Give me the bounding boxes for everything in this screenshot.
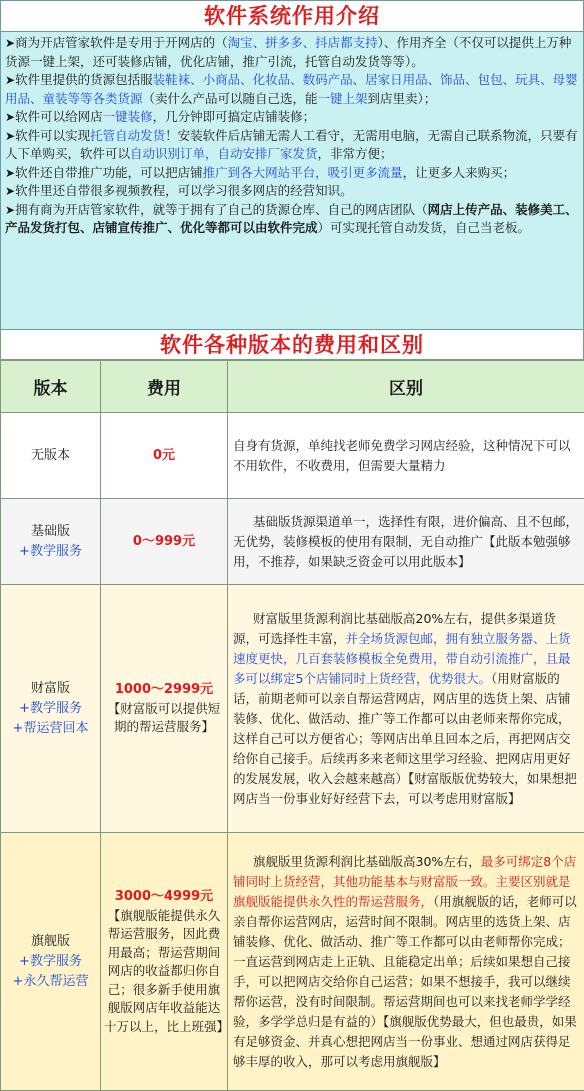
addon-teaching: +教学服务 [19, 954, 82, 969]
highlight-one-click-listing: 一键上架 [318, 91, 368, 106]
addon-teaching: +教学服务 [19, 701, 82, 716]
diff-text: 基础版货源渠道单一，选择性有限，进价偏高、且不包邮，无优势，装修模板的使用有限制，无自动推广【此版本勉强够用，不推荐，如果缺乏资金可以用此版本】 [233, 514, 578, 569]
highlight-categories: 装鞋袜、小商品、化妆品、数码产品、居家日用品、饰品、包包、玩具、母婴用品、童装等等各类货源 [5, 72, 578, 106]
fee-amount: 3000～4999元 [115, 889, 213, 904]
fee-note: 【旗舰版能提供永久帮运营服务，因此费用最高；帮运营期间网店的收益都归你自己；很多新手使用旗舰版网店年收益能达十万以上，比上班强】 [104, 908, 229, 1034]
diff-cell [228, 413, 584, 499]
pricing-table [0, 360, 584, 1091]
diff-highlight: 并全场货源包邮，拥有独立服务器、上货速度更快，几百套装修模板全免费用，带自动引流推广，且最多可以绑定5个店铺同时上货经营，优势很大。 [233, 631, 571, 686]
table-row-wealth [1, 585, 584, 833]
addon-operation: +帮运营回本 [13, 721, 89, 736]
bullet-arrow-icon: ➤ [5, 184, 15, 198]
addon-operation: +永久帮运营 [13, 974, 89, 989]
fee-note: 【财富版可以提供短期的帮运营服务】 [108, 701, 221, 735]
text: 软件里还自带很多视频教程，可以学习很多网店的经营知识。 [15, 183, 353, 198]
intro-paragraph-4 [5, 127, 579, 164]
header-fee: 费用 [101, 361, 228, 413]
fee-cell [101, 413, 228, 499]
pricing-title: 软件各种版本的费用和区别 [0, 330, 584, 360]
header-version: 版本 [1, 361, 101, 413]
table-row-flagship [1, 833, 584, 1091]
intro-body [1, 32, 583, 238]
diff-cell [228, 585, 584, 833]
bullet-arrow-icon: ➤ [5, 73, 15, 87]
diff-cell [228, 833, 584, 1091]
intro-paragraph-6 [5, 182, 579, 201]
diff-text: （用财富版的话，前期老师可以亲自帮运营网店，网店里的选货上架、店铺装修、优化、做活动、推广等工作都可以由老师来帮你完成，这样自己可以方便省心；等网店出单且回本之后，再把网店交给你自己接手。后续再多来老师这里学习经验、把网店用更好的发展发展，收入会越来越高）【财富版版优势较大，如果想把网店当一份事业好好经营下去，可以考虑用财富版】 [233, 671, 577, 806]
version-name: 无版本 [31, 448, 70, 463]
highlight-platforms: 淘宝、拼多多、抖店都支持 [228, 35, 378, 50]
text: 软件可以实现 [15, 128, 90, 143]
fee-cell [101, 499, 228, 585]
fee-cell [101, 833, 228, 1091]
intro-paragraph-5 [5, 164, 579, 183]
diff-cell [228, 499, 584, 585]
intro-title: 软件系统作用介绍 [1, 1, 583, 32]
text: ，几分钟即可搞定店铺装修； [153, 109, 316, 124]
bullet-arrow-icon: ➤ [5, 203, 15, 217]
text: ，非常方便； [318, 146, 393, 161]
table-row-no-version [1, 413, 584, 499]
text: ）可实现托管自动发货，自己当老板。 [318, 220, 531, 235]
bullet-arrow-icon: ➤ [5, 110, 15, 124]
bullet-arrow-icon: ➤ [5, 129, 15, 143]
table-row-basic [1, 499, 584, 585]
highlight-auto-shipping: 托管自动发货 [90, 128, 165, 143]
bullet-arrow-icon: ➤ [5, 36, 15, 50]
version-name: 财富版 [31, 681, 70, 696]
version-cell [1, 833, 101, 1091]
fee-amount: 1000～2999元 [115, 682, 213, 697]
fee-cell [101, 585, 228, 833]
fee-amount: 0～999元 [133, 534, 195, 549]
text: 软件还自带推广功能，可以把店铺 [15, 165, 203, 180]
highlight-auto-order: 自动识别订单，自动安排厂家发货 [130, 146, 318, 161]
highlight-promotion: 推广到各大网站平台，吸引更多流量 [203, 165, 403, 180]
text: ）、作用齐全（不仅可以提供上万种货源一键上架，还可装修店铺，优化店铺，推广引流，托管自动发货等等）。 [5, 35, 571, 69]
highlight-software-features: 网店上传产品、装修美工、产品发货打包、店铺宣传推广、优化等都可以由软件完成 [5, 202, 578, 236]
intro-paragraph-3 [5, 108, 579, 127]
table-header-row [1, 361, 584, 413]
version-cell [1, 585, 101, 833]
diff-text: （用旗舰版的话，老师可以亲自帮你运营网店，运营时间不限制。网店里的选货上架、店铺装修、优化、做活动、推广等工作都可以由老师帮你完成；一直运营到网店走上正轨、且能稳定出单；后续如果想自己接手，可以把网店交给你自己运营；如果不想接手，我可以继续帮你运营，没有时间限制。帮运营期间也可以来找老师学学经验，多学学总归是有益的）【旗舰版优势最大，但也最贵，如果有足够资金、并真心想把网店当一份事业、想通过网店获得足够丰厚的收入，那可以考虑用旗舰版】 [233, 894, 577, 1069]
version-name: 旗舰版 [31, 934, 70, 949]
intro-paragraph-7 [5, 201, 579, 238]
text: 软件可以给网店 [15, 109, 103, 124]
header-diff: 区别 [228, 361, 584, 413]
bullet-arrow-icon: ➤ [5, 166, 15, 180]
text: 商为开店管家软件是专用于开网店的（ [15, 35, 228, 50]
text: ，让更多人来购买； [403, 165, 516, 180]
text: 软件里提供的货源包括服 [15, 72, 153, 87]
diff-text: 财富版里货源利润比基础版高20%左右，提供多渠道货源，可选择性丰富， [233, 611, 556, 646]
intro-paragraph-1 [5, 34, 579, 71]
text: （卖什么产品可以随自己选，能 [143, 91, 318, 106]
text: ！安装软件后店铺无需人工看守，无需用电脑，无需自己联系物流，只要有人下单购买，软件可以 [5, 128, 578, 162]
highlight-one-click-decoration: 一键装修 [103, 109, 153, 124]
text: 拥有商为开店管家软件，就等于拥有了自己的货源仓库、自己的网店团队（ [15, 202, 428, 217]
version-cell [1, 413, 101, 499]
diff-text: 旗舰版里货源利润比基础版高30%左右， [253, 854, 481, 869]
version-cell [1, 499, 101, 585]
addon-teaching: +教学服务 [19, 544, 82, 559]
intro-paragraph-2 [5, 71, 579, 108]
version-name: 基础版 [31, 524, 70, 539]
intro-section [0, 0, 584, 330]
text: 到店里卖）； [368, 91, 437, 106]
diff-highlight: 最多可绑定8个店铺同时上货经营，其他功能基本与财富版一致。主要区别就是旗舰版能提供永久性的帮运营服务， [233, 854, 576, 909]
diff-text: 自身有货源，单纯找老师免费学习网店经验，这种情况下可以不用软件，不收费用，但需要大量精力 [233, 438, 571, 473]
fee-amount: 0元 [153, 448, 175, 463]
